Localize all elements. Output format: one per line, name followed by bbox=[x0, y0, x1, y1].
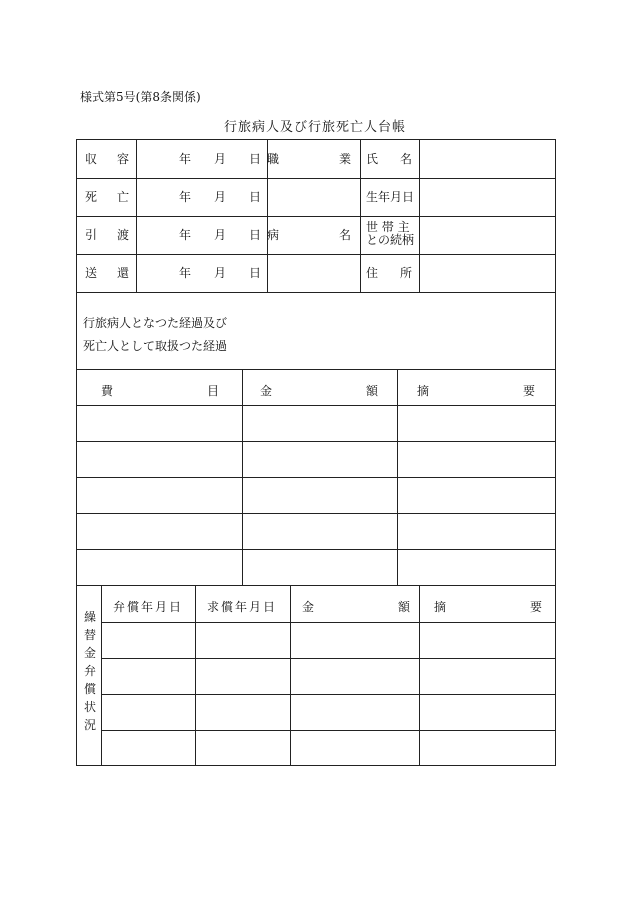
occupation-label: 職 業 bbox=[267, 152, 351, 166]
row-divider bbox=[101, 622, 555, 623]
row-divider bbox=[77, 292, 555, 293]
row-divider bbox=[77, 178, 555, 179]
row-divider bbox=[101, 730, 555, 731]
expense-note-header: 摘 要 bbox=[417, 384, 535, 398]
handover-date: 年 月 日 bbox=[179, 228, 261, 242]
claim-date-header: 求償年月日 bbox=[207, 600, 278, 614]
column-divider bbox=[419, 140, 420, 292]
row-divider bbox=[77, 216, 555, 217]
form-number-label: 様式第5号(第8条関係) bbox=[80, 90, 201, 104]
death-label: 死 亡 bbox=[85, 190, 129, 204]
name-label: 氏 名 bbox=[366, 152, 412, 166]
row-divider bbox=[77, 477, 555, 478]
column-divider bbox=[360, 140, 361, 292]
section-divider bbox=[77, 369, 555, 370]
ledger-table bbox=[76, 139, 556, 766]
death-date: 年 月 日 bbox=[179, 190, 261, 204]
column-divider bbox=[290, 585, 291, 766]
column-divider bbox=[101, 585, 102, 766]
admission-label: 収 容 bbox=[85, 152, 129, 166]
column-divider bbox=[242, 369, 243, 585]
repatriation-label: 送 還 bbox=[85, 266, 129, 280]
admission-date: 年 月 日 bbox=[179, 152, 261, 166]
row-divider bbox=[77, 441, 555, 442]
column-divider bbox=[419, 585, 420, 766]
repayment-status-label: 繰 替 金 弁 償 状 況 bbox=[83, 610, 96, 732]
row-divider bbox=[77, 254, 555, 255]
row-divider bbox=[101, 658, 555, 659]
repatriation-date: 年 月 日 bbox=[179, 266, 261, 280]
history-label-line2: 死亡人として取扱つた経過 bbox=[83, 339, 228, 353]
row-divider bbox=[101, 694, 555, 695]
row-divider bbox=[77, 513, 555, 514]
row-divider bbox=[77, 405, 555, 406]
handover-label: 引 渡 bbox=[85, 228, 129, 242]
address-label: 住 所 bbox=[366, 266, 412, 280]
column-divider bbox=[195, 585, 196, 766]
expense-amount-header: 金 額 bbox=[260, 384, 378, 398]
birthdate-label: 生年月日 bbox=[366, 190, 415, 204]
section-divider bbox=[77, 585, 555, 586]
repayment-amount-header: 金 額 bbox=[302, 600, 410, 614]
repayment-note-header: 摘 要 bbox=[434, 600, 542, 614]
history-label-line1: 行旅病人となつた経過及び bbox=[83, 316, 228, 330]
column-divider bbox=[397, 369, 398, 585]
household-relation-label: 世 帯 主 との続柄 bbox=[366, 220, 415, 247]
page-title: 行旅病人及び行旅死亡人台帳 bbox=[223, 120, 406, 135]
disease-name-label: 病 名 bbox=[267, 228, 351, 242]
expense-item-header: 費 目 bbox=[101, 384, 219, 398]
row-divider bbox=[77, 549, 555, 550]
column-divider bbox=[136, 140, 137, 292]
repayment-date-header: 弁償年月日 bbox=[113, 600, 184, 614]
